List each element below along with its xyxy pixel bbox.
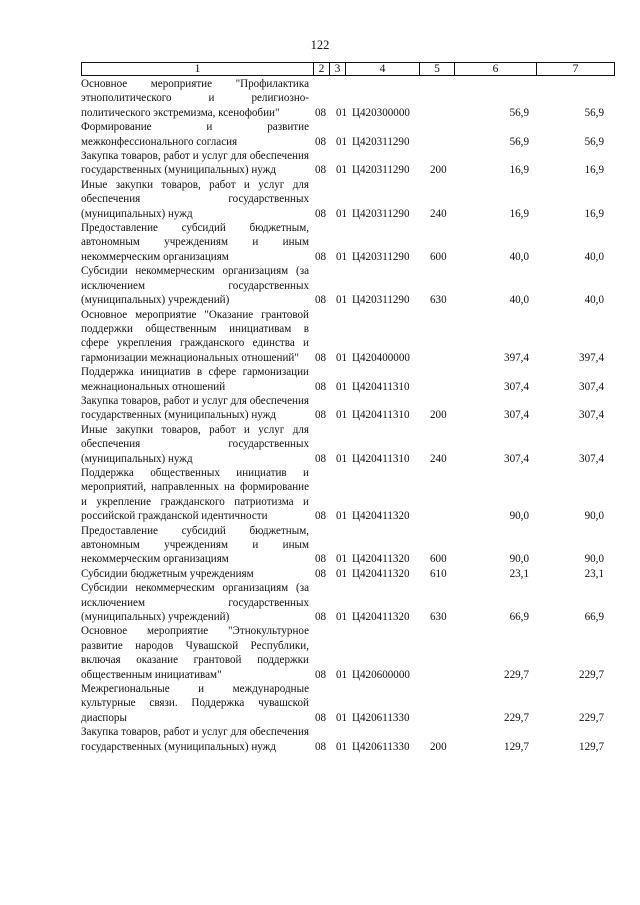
row-cell-c2: 08 [315,668,327,681]
row-cell-c6: 56,9 [509,106,529,119]
row-cell-c2: 08 [315,380,327,393]
row-cell-c4: Ц420611330 [352,740,410,753]
row-cell-c6: 229,7 [504,711,529,724]
row-cell-c4: Ц420311290 [352,164,410,177]
row-cell-c5: 240 [430,207,447,220]
row-cell-c5: 630 [430,294,447,307]
row-cell-c6: 40,0 [509,250,529,263]
row-cell-c6: 90,0 [509,510,529,523]
row-description: Предоставление субсидий бюджетным, автономным учреждениям и иным некоммерческим организациям [81,524,309,566]
row-description: Межрегиональные и международные культурные связи. Поддержка чувашской диаспоры [81,683,309,724]
row-description: Иные закупки товаров, работ и услуг для обеспечения государственных (муниципальных) нужд [81,423,309,465]
row-cell-c7: 129,7 [579,740,604,753]
row-cell-c7: 16,9 [584,164,604,177]
row-cell-c7: 90,0 [584,553,604,566]
row-cell-c4: Ц420600000 [352,668,410,681]
table-header [81,62,615,76]
row-cell-c3: 01 [336,294,348,307]
row-cell-c5: 200 [430,740,447,753]
row-description: Основное мероприятие "Этнокультурное развитие народов Чувашской Республики, включая оказание грантовой поддержки общественным инициативам" [81,625,309,681]
header-col-5: 5 [420,63,455,75]
row-cell-c5: 200 [430,409,447,422]
table-row [81,581,613,624]
header-col-2: 2 [314,63,330,75]
row-cell-c2: 08 [315,510,327,523]
table-row [81,394,613,423]
row-cell-c6: 23,1 [509,567,529,580]
row-cell-c6: 307,4 [504,409,529,422]
row-cell-c2: 08 [315,106,327,119]
row-cell-c7: 229,7 [579,668,604,681]
row-cell-c2: 08 [315,294,327,307]
row-cell-c3: 01 [336,611,348,624]
page-number: 122 [310,38,330,52]
row-description: Формирование и развитие межконфессионального согласия [81,121,309,148]
table-row [81,149,613,178]
table-row [81,466,613,524]
row-cell-c4: Ц420300000 [352,106,410,119]
row-cell-c4: Ц420411310 [352,409,410,422]
header-col-4: 4 [346,63,420,75]
table-row [81,221,613,264]
row-description: Поддержка общественных инициатив и мероприятий, направленных на формирование и укрепление гражданского патриотизма и российской гражданской идентичности [81,466,309,523]
row-cell-c7: 307,4 [579,380,604,393]
row-cell-c5: 240 [430,452,447,465]
row-cell-c7: 40,0 [584,250,604,263]
row-description: Иные закупки товаров, работ и услуг для обеспечения государственных (муниципальных) нужд [81,178,309,220]
row-cell-c7: 307,4 [579,409,604,422]
table-row [81,120,613,149]
table-body [81,77,613,754]
row-description: Основное мероприятие "Оказание грантовой поддержки общественным инициативам в сфере укрепления гражданского единства и гармонизации межнациональных отношений" [81,308,309,364]
row-cell-c2: 08 [315,452,327,465]
row-description: Поддержка инициатив в сфере гармонизации межнациональных отношений [81,366,309,393]
row-cell-c4: Ц420311290 [352,207,410,220]
row-cell-c6: 40,0 [509,294,529,307]
row-cell-c2: 08 [315,207,327,220]
row-cell-c7: 16,9 [584,207,604,220]
row-cell-c4: Ц420411320 [352,510,410,523]
row-cell-c3: 01 [336,668,348,681]
row-description: Основное мероприятие "Профилактика этнополитического и религиозно-политического экстремизма, ксенофобии" [81,78,309,119]
table-row [81,264,613,307]
row-cell-c3: 01 [336,553,348,566]
row-cell-c4: Ц420400000 [352,351,410,364]
row-cell-c3: 01 [336,740,348,753]
row-cell-c4: Ц420411310 [352,380,410,393]
row-cell-c4: Ц420411310 [352,452,410,465]
row-cell-c4: Ц420411320 [352,567,410,580]
row-cell-c4: Ц420411320 [352,553,410,566]
row-cell-c4: Ц420311290 [352,250,410,263]
row-cell-c7: 307,4 [579,452,604,465]
row-cell-c3: 01 [336,510,348,523]
row-cell-c7: 23,1 [584,567,604,580]
table-row [81,567,613,581]
row-cell-c3: 01 [336,452,348,465]
table-row [81,682,613,725]
header-col-3: 3 [330,63,346,75]
row-cell-c6: 90,0 [509,553,529,566]
row-cell-c2: 08 [315,611,327,624]
row-cell-c2: 08 [315,711,327,724]
row-cell-c2: 08 [315,409,327,422]
row-cell-c2: 08 [315,164,327,177]
row-cell-c6: 307,4 [504,452,529,465]
row-cell-c6: 56,9 [509,135,529,148]
row-cell-c3: 01 [336,351,348,364]
row-cell-c7: 56,9 [584,135,604,148]
row-cell-c2: 08 [315,567,327,580]
header-col-1: 1 [82,63,314,75]
header-col-7: 7 [572,63,579,75]
table-row [81,365,613,394]
row-cell-c4: Ц420311290 [352,135,410,148]
row-cell-c7: 397,4 [579,351,604,364]
row-description: Субсидии бюджетным учреждениям [81,567,254,580]
table-row [81,524,613,567]
row-cell-c3: 01 [336,207,348,220]
row-cell-c3: 01 [336,380,348,393]
row-cell-c4: Ц420611330 [352,711,410,724]
row-description: Субсидии некоммерческим организациям (за исключением государственных (муниципальных) учреждений) [81,265,309,307]
row-description: Предоставление субсидий бюджетным, автономным учреждениям и иным некоммерческим организациям [81,222,309,263]
row-cell-c6: 397,4 [504,351,529,364]
row-cell-c2: 08 [315,351,327,364]
row-cell-c6: 229,7 [504,668,529,681]
row-cell-c5: 630 [430,611,447,624]
row-cell-c6: 307,4 [504,380,529,393]
row-cell-c7: 56,9 [584,106,604,119]
row-cell-c6: 66,9 [509,611,529,624]
row-cell-c7: 40,0 [584,294,604,307]
row-cell-c3: 01 [336,409,348,422]
row-cell-c7: 66,9 [584,611,604,624]
table-row [81,308,613,366]
table-row [81,77,613,120]
row-description: Закупка товаров, работ и услуг для обеспечения государственных (муниципальных) нужд [81,150,309,177]
header-col-6: 6 [455,63,537,75]
row-description: Закупка товаров, работ и услуг для обеспечения государственных (муниципальных) нужд [81,394,309,422]
row-cell-c5: 600 [430,250,447,263]
row-cell-c6: 129,7 [504,740,529,753]
row-cell-c3: 01 [336,711,348,724]
row-cell-c2: 08 [315,553,327,566]
row-cell-c5: 600 [430,553,447,566]
row-cell-c6: 16,9 [509,164,529,177]
row-cell-c2: 08 [315,135,327,148]
table-row [81,725,613,754]
table-row [81,624,613,682]
row-cell-c3: 01 [336,106,348,119]
table-row [81,178,613,221]
row-cell-c5: 200 [430,164,447,177]
row-cell-c6: 16,9 [509,207,529,220]
row-cell-c7: 229,7 [579,711,604,724]
row-cell-c3: 01 [336,164,348,177]
row-description: Закупка товаров, работ и услуг для обеспечения государственных (муниципальных) нужд [81,726,309,753]
row-cell-c4: Ц420311290 [352,294,410,307]
row-cell-c5: 610 [430,567,447,580]
row-cell-c2: 08 [315,740,327,753]
row-cell-c4: Ц420411320 [352,611,410,624]
row-cell-c3: 01 [336,250,348,263]
row-description: Субсидии некоммерческим организациям (за исключением государственных (муниципальных) учреждений) [81,582,309,624]
row-cell-c7: 90,0 [584,510,604,523]
row-cell-c2: 08 [315,250,327,263]
table-row [81,423,613,466]
row-cell-c3: 01 [336,567,348,580]
row-cell-c3: 01 [336,135,348,148]
